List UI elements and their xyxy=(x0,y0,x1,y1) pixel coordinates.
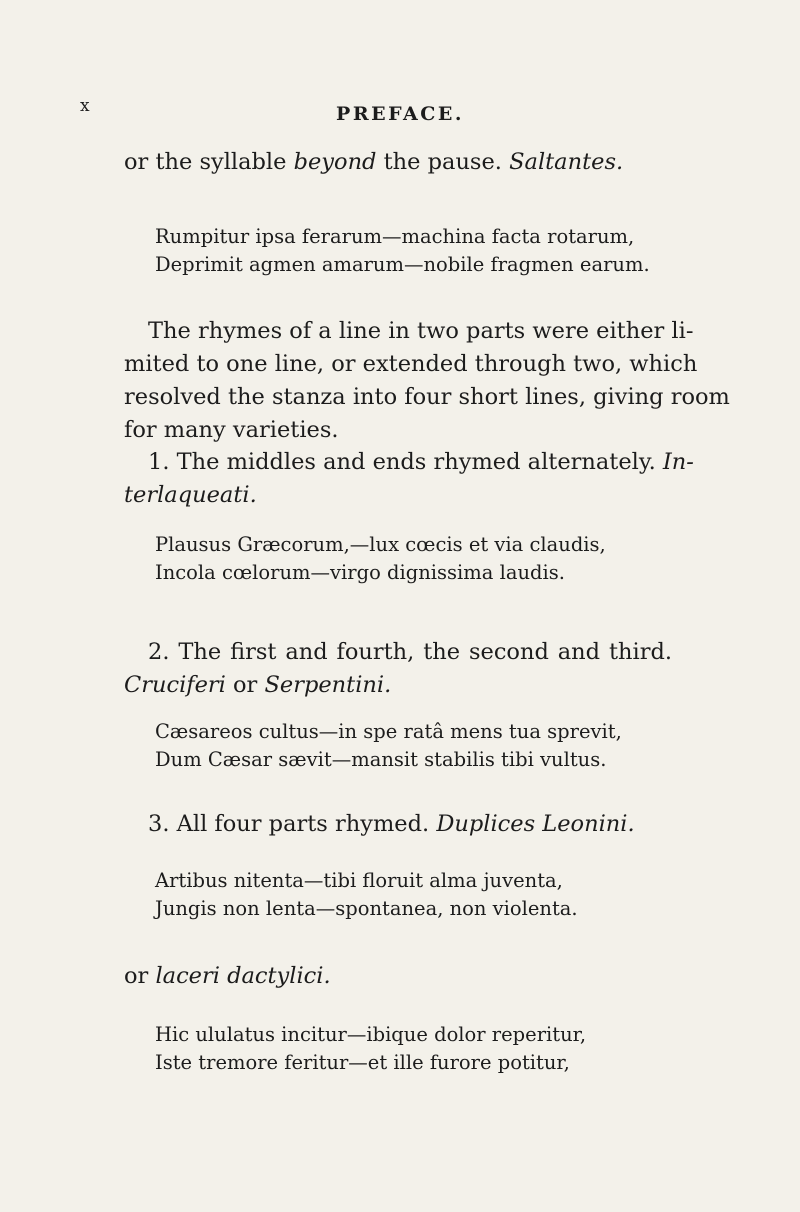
text-line: 2. The first and fourth, the second and third. xyxy=(148,639,672,665)
italic-term: laceri dactylici. xyxy=(155,963,331,989)
text-line: for many varieties. xyxy=(124,417,339,443)
page-number: x xyxy=(80,96,91,116)
verse-line: Dum Cæsar sævit—mansit stabilis tibi vultus. xyxy=(155,748,607,771)
verse-cruciferi xyxy=(155,718,675,774)
italic-term: beyond xyxy=(293,149,377,175)
italic-term: Saltantes. xyxy=(509,149,624,175)
text-line: mited to one line, or extended through two, which xyxy=(124,351,698,377)
italic-term: Serpentini. xyxy=(264,672,392,698)
paragraph-rhymes xyxy=(124,315,730,447)
italic-term: terlaqueati. xyxy=(124,482,257,508)
text-line xyxy=(124,479,672,512)
text-line: The rhymes of a line in two parts were either li- xyxy=(148,318,694,344)
verse-line: Iste tremore feritur—et ille furore potitur, xyxy=(155,1051,570,1074)
verse-line: Artibus nitenta—tibi floruit alma juventa, xyxy=(155,869,563,892)
verse-laceri-dactylici xyxy=(155,1021,675,1077)
paragraph-all-four-parts xyxy=(124,808,672,841)
text-line: 1. The middles and ends rhymed alternately. In- xyxy=(148,449,694,475)
verse-duplices-leonini xyxy=(155,867,675,923)
paragraph-alternately xyxy=(124,446,694,512)
text-line: or laceri dactylici. xyxy=(124,963,331,989)
paragraph-laceri-dactylici xyxy=(124,960,672,993)
verse-interlaqueati xyxy=(155,531,675,587)
italic-term: In- xyxy=(662,449,694,475)
italic-term: Duplices Leonini. xyxy=(436,811,635,837)
text-line: resolved the stanza into four short lines, giving room xyxy=(124,384,730,410)
italic-term: Cruciferi xyxy=(124,672,226,698)
text-line: or the syllable beyond the pause. Saltantes. xyxy=(124,149,624,175)
paragraph-syllable-beyond xyxy=(124,146,672,179)
verse-line: Plausus Græcorum,—lux cœcis et via claudis, xyxy=(155,533,606,556)
verse-line: Rumpitur ipsa ferarum—machina facta rotarum, xyxy=(155,225,635,248)
verse-line: Deprimit agmen amarum—nobile fragmen earum. xyxy=(155,253,650,276)
verse-saltantes xyxy=(155,223,675,279)
paragraph-first-and-fourth xyxy=(124,636,672,702)
verse-line: Cæsareos cultus—in spe ratâ mens tua sprevit, xyxy=(155,720,622,743)
text-line: Cruciferi or Serpentini. xyxy=(124,672,392,698)
verse-line: Incola cœlorum—virgo dignissima laudis. xyxy=(155,561,565,584)
verse-line: Hic ululatus incitur—ibique dolor reperitur, xyxy=(155,1023,587,1046)
text-line: 3. All four parts rhymed. Duplices Leonini. xyxy=(148,811,635,837)
verse-line: Jungis non lenta—spontanea, non violenta. xyxy=(155,897,578,920)
running-head: PREFACE. xyxy=(336,103,464,125)
